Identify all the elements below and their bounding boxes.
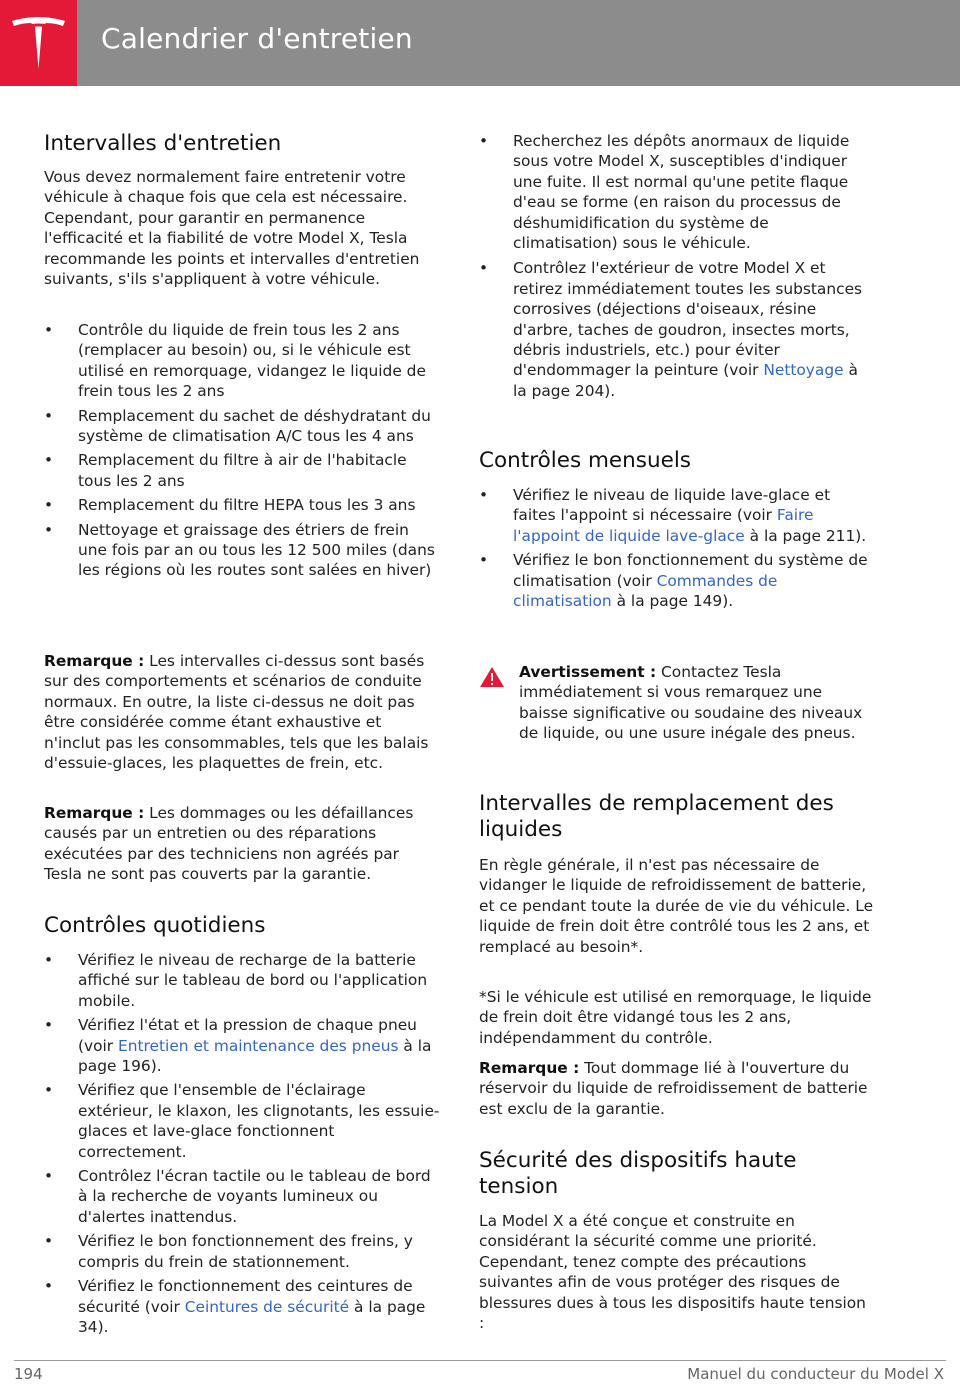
warning-text: Contactez Tesla immédiatement si vous remarquez une baisse significative ou soudaine des niveaux de liquide, ou une usure inégale des pneus. — [519, 663, 863, 743]
page-title: Calendrier d'entretien — [101, 22, 413, 55]
tesla-logo — [0, 0, 77, 86]
daily-heading: Contrôles quotidiens — [44, 913, 266, 938]
list-item — [479, 258, 875, 401]
fluids-paragraph-1: En règle générale, il n'est pas nécessaire de vidanger le liquide de refroidissement de batterie, et ce pendant toute la durée de vie du véhicule. Le liquide de frein doit être contrôlé tous les 2 ans, et remplacé au besoin*. — [479, 856, 874, 956]
list-item — [44, 1015, 440, 1076]
text: à la page 196). — [78, 1036, 432, 1076]
intervals-list — [44, 320, 440, 581]
note-label: Remarque : — [44, 804, 145, 822]
hv-paragraph: La Model X a été conçue et construite en considérant la sécurité comme une priorité. Cependant, tenez compte des précautions suivantes afin de vous protéger des risques de blessures dues à tous les dispositifs haute tension : — [479, 1212, 866, 1333]
text: Contrôlez l'extérieur de votre Model X et retirez immédiatement toutes les substances corrosives (déjections d'oiseaux, résine d'arbre, taches de goudron, insectes morts, débris industriels, etc.) pour éviter d'endommager la peinture (voir — [513, 259, 863, 380]
text: Vérifiez le niveau de liquide lave-glace et faites l'appoint si nécessaire (voir — [513, 486, 831, 525]
list-item — [479, 550, 875, 611]
text: à la page 34). — [78, 1297, 426, 1336]
list-item: • Remplacement du sachet de déshydratant du système de climatisation A/C tous les 4 ans — [44, 406, 440, 447]
intervals-intro: Vous devez normalement faire entretenir votre véhicule à chaque fois que cela est nécessaire. Cependant, pour garantir en permanence l'efficacité et la fiabilité de votre Model X, Tesla recommande les points et intervalles d'entretien suivants, s'ils s'appliquent à votre véhicule. — [44, 168, 420, 289]
list-item: • Contrôle du liquide de frein tous les 2 ans (remplacer au besoin) ou, si le véhicule est utilisé en remorquage, vidangez le liquide de frein tous les 2 ans — [44, 320, 440, 402]
link-climate-controls[interactable]: Commandes de climatisation — [513, 571, 778, 611]
list-item: • Vérifiez que l'ensemble de l'éclairage extérieur, le klaxon, les clignotants, les essuie-glaces et lave-glace fonctionnent correctement. — [44, 1080, 440, 1162]
note-label: Remarque : — [44, 652, 145, 670]
list-item: • Nettoyage et graissage des étriers de frein une fois par an ou tous les 12 500 miles (dans les régions où les routes sont salées en hiver) — [44, 520, 440, 581]
note-text: Les intervalles ci-dessus sont basés sur des comportements et scénarios de conduite normaux. En outre, la liste ci-dessus ne doit pas être considérée comme étant exhaustive et n'inclut pas les consommables, tels que les balais d'essuie-glaces, les plaquettes de frein, etc. — [44, 652, 429, 773]
text: à la page 149). — [616, 592, 734, 611]
monthly-heading: Contrôles mensuels — [479, 448, 692, 473]
daily-list — [44, 950, 440, 1337]
note-label: Remarque : — [479, 1059, 580, 1077]
link-washer-fluid[interactable]: Faire l'appoint de liquide lave-glace — [513, 506, 814, 545]
warning-label: Avertissement : — [519, 663, 657, 681]
fluids-heading: Intervalles de remplacement des liquides — [479, 791, 834, 842]
text: à la page 211). — [749, 526, 867, 545]
daily-list-continued — [479, 131, 875, 401]
note-1 — [44, 651, 440, 773]
link-tire-maintenance[interactable]: Entretien et maintenance des pneus — [118, 1036, 399, 1055]
link-seat-belts[interactable]: Ceintures de sécurité — [184, 1297, 350, 1316]
list-item — [44, 1276, 440, 1337]
page-number: 194 — [14, 1365, 43, 1383]
hv-heading: Sécurité des dispositifs haute tension — [479, 1148, 797, 1199]
text: Vérifiez le bon fonctionnement du système de climatisation (voir — [513, 551, 868, 590]
text: Vérifiez le fonctionnement des ceintures de sécurité (voir — [78, 1277, 413, 1316]
list-item: • Vérifiez le niveau de recharge de la batterie affiché sur le tableau de bord ou l'application mobile. — [44, 950, 440, 1011]
warning-box — [479, 662, 875, 744]
warning-icon — [479, 666, 505, 688]
text: à la page 204). — [513, 361, 858, 400]
note-text: Les dommages ou les défaillances causés par un entretien ou des réparations exécutées par des techniciens non agréés par Tesla ne sont pas couverts par la garantie. — [44, 804, 414, 884]
tesla-logo-icon — [10, 15, 67, 71]
list-item: • Remplacement du filtre à air de l'habitacle tous les 2 ans — [44, 450, 440, 491]
text: Vérifiez l'état et la pression de chaque pneu (voir — [78, 1016, 417, 1055]
note-text: Tout dommage lié à l'ouverture du réservoir du liquide de refroidissement de batterie est exclu de la garantie. — [479, 1059, 868, 1118]
intervals-heading: Intervalles d'entretien — [44, 131, 282, 156]
note-2 — [44, 803, 440, 885]
monthly-list — [479, 485, 875, 611]
link-cleaning[interactable]: Nettoyage — [763, 361, 844, 380]
list-item: • Vérifiez le bon fonctionnement des freins, y compris du frein de stationnement. — [44, 1231, 440, 1272]
footer-divider — [14, 1360, 946, 1361]
fluids-paragraph-2: *Si le véhicule est utilisé en remorquage, le liquide de frein doit être vidangé tous les 2 ans, indépendamment du contrôle. — [479, 988, 872, 1047]
list-item: • Remplacement du filtre HEPA tous les 3 ans — [44, 495, 440, 515]
list-item: • Recherchez les dépôts anormaux de liquide sous votre Model X, susceptibles d'indiquer une fuite. Il est normal qu'une petite flaque d'eau se forme (en raison du processus de déshumidification du système de climatisation) sous le véhicule. — [479, 131, 875, 253]
fluids-note — [479, 1058, 875, 1119]
manual-title: Manuel du conducteur du Model X — [687, 1365, 944, 1383]
list-item: • Contrôlez l'écran tactile ou le tableau de bord à la recherche de voyants lumineux ou d'alertes inattendus. — [44, 1166, 440, 1227]
list-item — [479, 485, 875, 546]
page-header — [0, 0, 960, 86]
